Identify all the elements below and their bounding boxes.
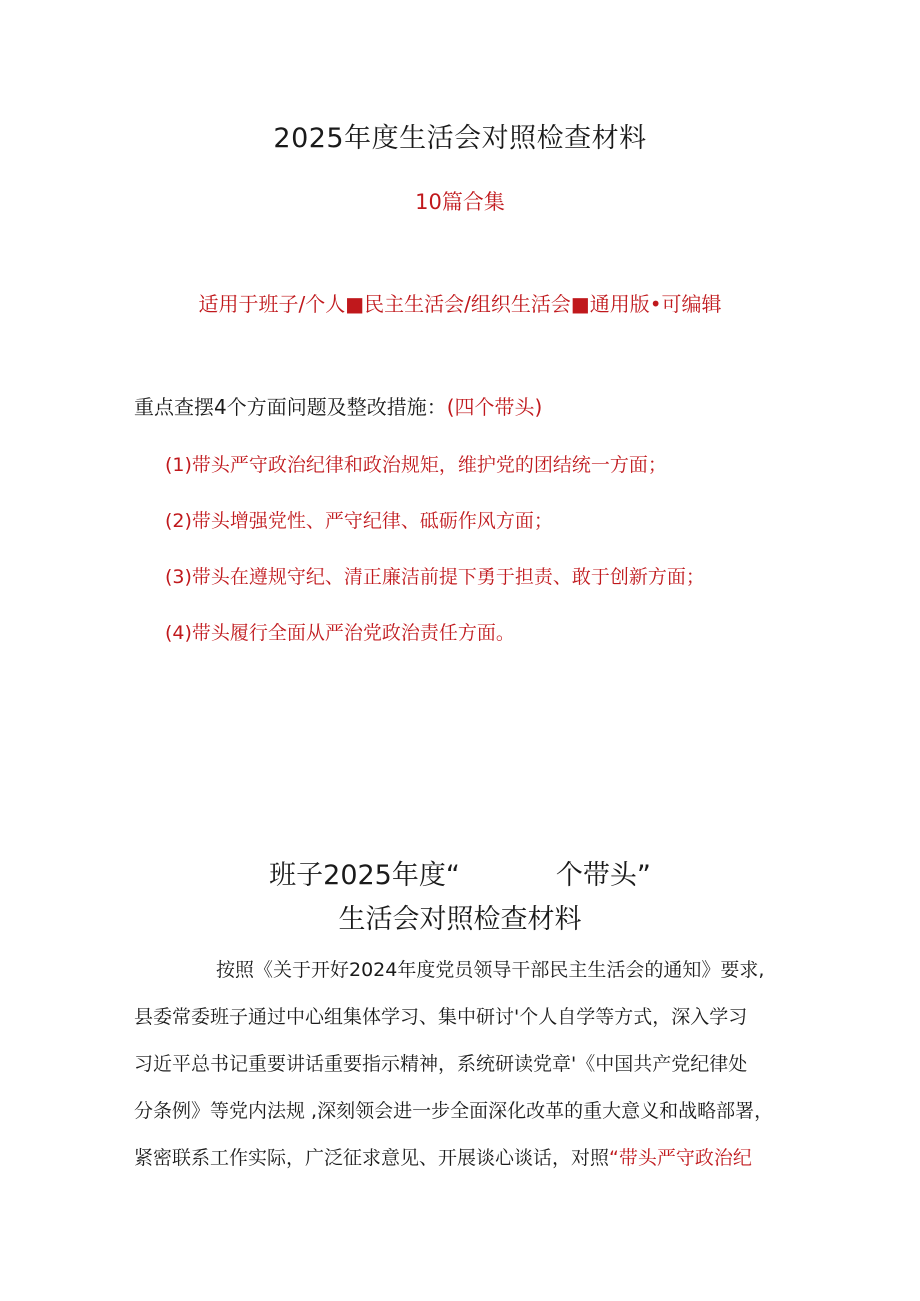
article-line-5 [134, 1143, 790, 1170]
focus-item-4: (4)带头履行全面从严治党政治责任方面。 [165, 622, 515, 644]
focus-item-3: (3)带头在遵规守纪、清正廉洁前提下勇于担责、敢于创新方面； [165, 566, 705, 588]
focus-tag: (四个带头) [446, 395, 543, 419]
focus-lead: 重点查摆4个方面问题及整改措施： [134, 395, 447, 419]
article-heading-right: 个带头” [555, 860, 651, 891]
focus-item-2: (2)带头增强党性、严守纪律、砥砺作风方面； [165, 510, 553, 532]
article-line-2: 县委常委班子通过中心组集体学习、集中研讨'个人自学等方式，深入学习 [134, 1006, 748, 1028]
article-line-4: 分条例》等党内法规 ,深刻领会进一步全面深化改革的重大意义和战略部署， [134, 1100, 774, 1122]
focus-item-1: (1)带头严守政治纪律和政治规矩，维护党的团结统一方面； [165, 454, 667, 476]
document-title: 2025年度生活会对照检查材料 [273, 123, 647, 154]
article-line-5-text: 紧密联系工作实际，广泛征求意见、开展谈心谈话，对照 [134, 1147, 610, 1169]
article-line-1: 按照《关于开好2024年度党员领导干部民主生活会的通知》要求, [216, 959, 765, 981]
applicable-note: 适用于班子/个人■民主生活会/组织生活会■通用版•可编辑 [198, 292, 722, 316]
article-line-3: 习近平总书记重要讲话重要指示精神，系统研读党章'《中国共产党纪律处 [134, 1053, 748, 1075]
article-heading-line-2: 生活会对照检查材料 [338, 904, 582, 935]
article-heading-left: 班子2025年度“ [269, 860, 460, 891]
article-line-5-highlight: “带头严守政治纪 [609, 1147, 752, 1169]
document-subtitle: 10篇合集 [415, 190, 505, 214]
article-heading-line-1 [0, 853, 920, 892]
focus-heading [134, 391, 542, 420]
